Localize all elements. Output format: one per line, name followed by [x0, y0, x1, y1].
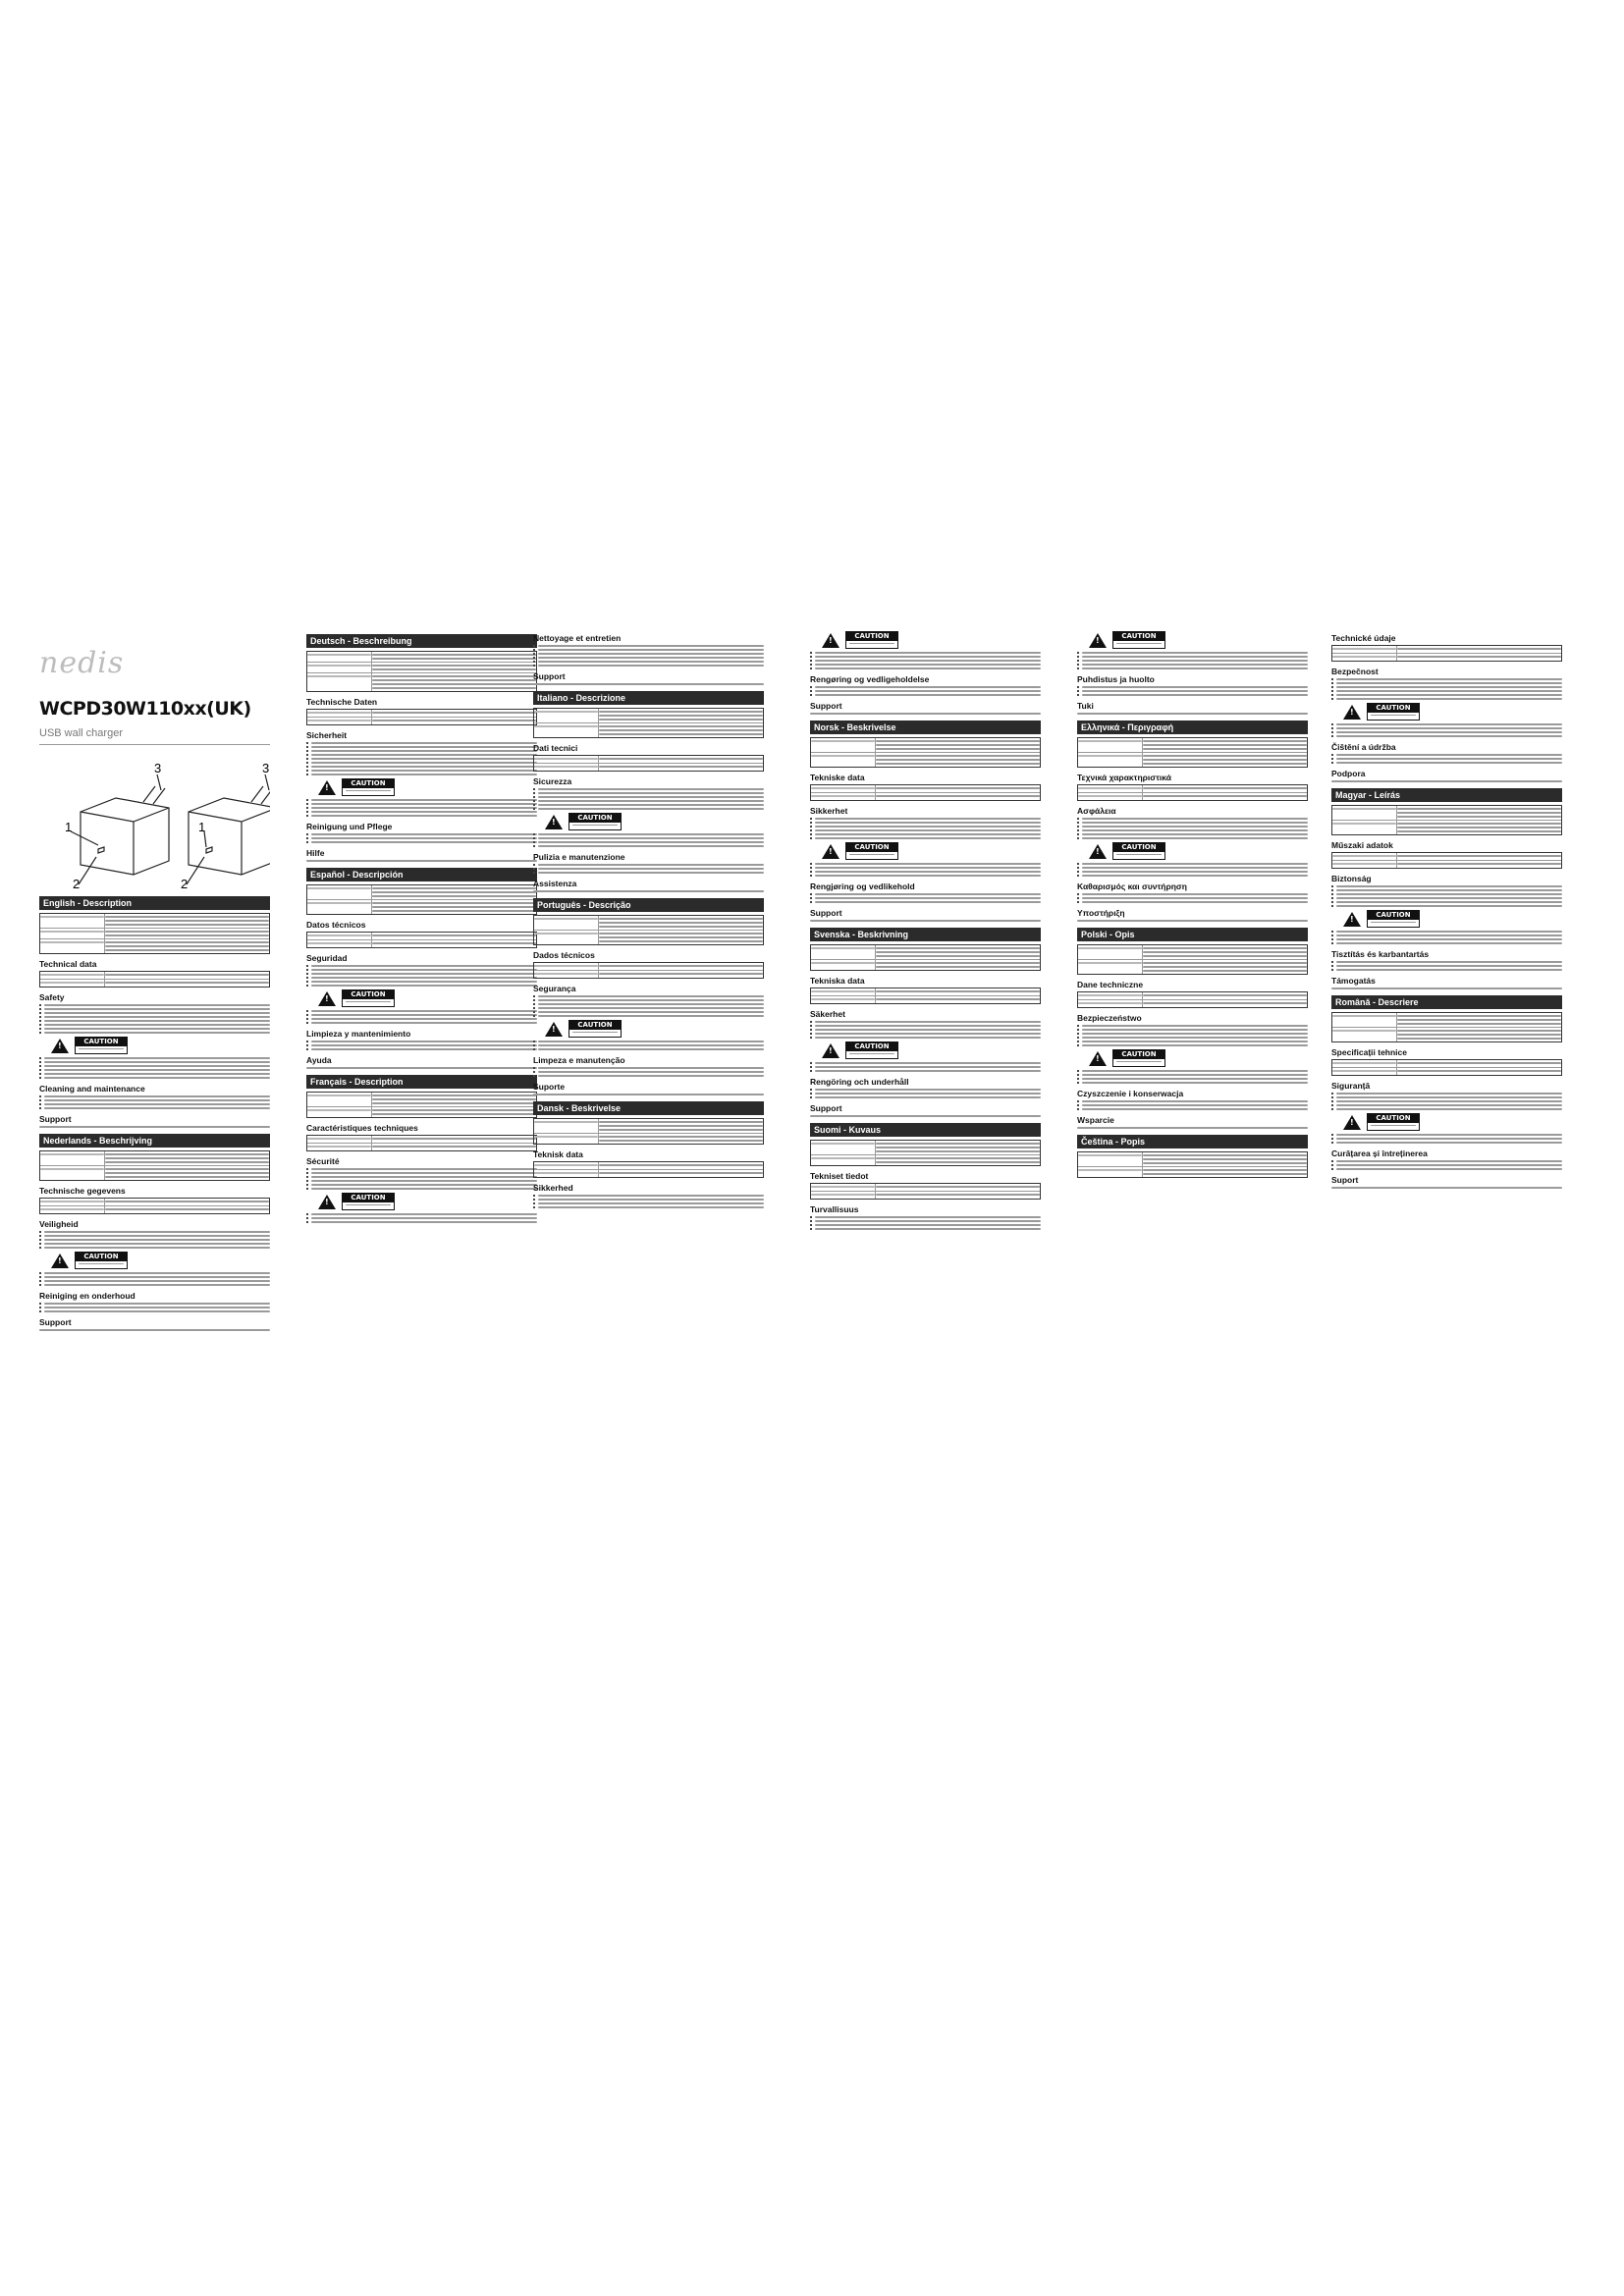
section-title: Support: [810, 908, 842, 918]
section-title: Hilfe: [306, 848, 325, 858]
caution-label: ! CAUTION: [318, 1193, 537, 1210]
caution-label: ! CAUTION: [822, 1041, 1041, 1059]
section-title: Rengöring och underhåll: [810, 1077, 909, 1087]
column-4: [810, 628, 1041, 1620]
warning-icon: [545, 1022, 563, 1037]
warning-icon: [318, 991, 336, 1006]
description-table: [1077, 737, 1308, 768]
section-title: Καθαρισμός και συντήρηση: [1077, 881, 1187, 891]
section-title: Tisztítás és karbantartás: [1331, 949, 1430, 959]
section-title: Segurança: [533, 984, 576, 993]
warning-icon: [1343, 1115, 1361, 1130]
section-title: Support: [39, 1317, 72, 1327]
spec-table: [306, 709, 537, 725]
section-header: Suomi - Kuvaus: [810, 1123, 1041, 1137]
section-title: Seguridad: [306, 953, 348, 963]
section-title: Säkerhet: [810, 1009, 845, 1019]
section-header: Deutsch - Beschreibung: [306, 634, 537, 648]
section-title: Támogatás: [1331, 976, 1376, 986]
column-3: [533, 628, 764, 1620]
description-table: [1077, 944, 1308, 975]
charger-illustration: [39, 763, 270, 890]
section-header: Ελληνικά - Περιγραφή: [1077, 721, 1308, 734]
caution-label: ! CAUTION: [822, 631, 1041, 649]
section-title: Sikkerhet: [810, 806, 848, 816]
section-title: Műszaki adatok: [1331, 840, 1393, 850]
section-title: Dati tecnici: [533, 743, 578, 753]
spec-table: [533, 755, 764, 772]
section-title: Tekniska data: [810, 976, 865, 986]
section-title: Siguranță: [1331, 1081, 1371, 1091]
section-title: Teknisk data: [533, 1149, 583, 1159]
caution-label: ! CAUTION: [318, 778, 537, 796]
spec-table: [306, 1135, 537, 1151]
section-title: Reiniging en onderhoud: [39, 1291, 135, 1301]
callout-2: 2: [73, 877, 81, 890]
caution-label: ! CAUTION: [1089, 1049, 1308, 1067]
section-title: Puhdistus ja huolto: [1077, 674, 1155, 684]
section-title: Dane techniczne: [1077, 980, 1144, 989]
section-title: Rengjøring og vedlikehold: [810, 881, 915, 891]
description-table: [306, 1092, 537, 1118]
section-title: Curățarea și întreținerea: [1331, 1148, 1428, 1158]
caution-label: ! CAUTION: [1343, 703, 1562, 721]
section-title: Technische gegevens: [39, 1186, 126, 1196]
callout-3: 3: [262, 763, 270, 775]
callout-1: 1: [65, 820, 73, 834]
column-6: [1331, 628, 1562, 1620]
section-title: Support: [810, 701, 842, 711]
section-title: Sikkerhed: [533, 1183, 573, 1193]
model-number: WCPD30W110xx(UK): [39, 698, 251, 720]
description-table: [810, 944, 1041, 971]
spec-table: [39, 971, 270, 988]
spec-table: [810, 988, 1041, 1004]
product-figure: [39, 763, 270, 890]
description-table: [1331, 805, 1562, 835]
warning-icon: [1089, 1051, 1107, 1066]
caution-label: ! CAUTION: [1089, 842, 1308, 860]
spec-table: [1331, 852, 1562, 869]
section-title: Suporte: [533, 1082, 566, 1092]
section-title: Biztonság: [1331, 874, 1372, 883]
section-header: Svenska - Beskrivning: [810, 928, 1041, 941]
description-table: [39, 1150, 270, 1181]
spec-table: [1077, 784, 1308, 801]
description-table: [306, 651, 537, 692]
description-table: [1077, 1151, 1308, 1178]
description-table: [533, 1118, 764, 1145]
warning-icon: [1089, 633, 1107, 648]
description-table: [1331, 1012, 1562, 1042]
section-title: Sicurezza: [533, 776, 572, 786]
warning-icon: [1343, 912, 1361, 927]
product-name: USB wall charger: [39, 727, 270, 745]
section-title: Rengøring og vedligeholdelse: [810, 674, 930, 684]
section-header: Italiano - Descrizione: [533, 691, 764, 705]
section-title: Support: [810, 1103, 842, 1113]
warning-icon: [822, 633, 839, 648]
section-header: Română - Descriere: [1331, 995, 1562, 1009]
section-title: Support: [533, 671, 566, 681]
column-1: [39, 628, 270, 1620]
warning-icon: [1343, 705, 1361, 720]
spec-table: [810, 1183, 1041, 1200]
description-table: [306, 884, 537, 915]
caution-label: ! CAUTION: [51, 1037, 270, 1054]
section-title: Dados técnicos: [533, 950, 595, 960]
spec-table: [1077, 991, 1308, 1008]
section-title: Υποστήριξη: [1077, 908, 1125, 918]
section-title: Reinigung und Pflege: [306, 822, 393, 831]
section-title: Turvallisuus: [810, 1204, 859, 1214]
callout-3: 3: [154, 763, 162, 775]
spec-table: [306, 932, 537, 948]
manual-sheet: [39, 628, 1585, 1620]
caution-label: ! CAUTION: [545, 1020, 764, 1038]
section-header: Nederlands - Beschrijving: [39, 1134, 270, 1148]
section-title: Ayuda: [306, 1055, 332, 1065]
spec-table: [1331, 645, 1562, 662]
spec-table: [533, 962, 764, 979]
caution-label: ! CAUTION: [1089, 631, 1308, 649]
description-table: [810, 737, 1041, 768]
section-header: English - Description: [39, 896, 270, 910]
section-header: Dansk - Beskrivelse: [533, 1101, 764, 1115]
warning-icon: [51, 1254, 69, 1268]
section-title: Bezpečnost: [1331, 667, 1379, 676]
caution-label: ! CAUTION: [822, 842, 1041, 860]
section-title: Technické údaje: [1331, 633, 1396, 643]
section-title: Wsparcie: [1077, 1115, 1114, 1125]
callout-1: 1: [198, 820, 206, 834]
section-header: Español - Descripción: [306, 868, 537, 881]
section-header: Magyar - Leírás: [1331, 788, 1562, 802]
section-header: Polski - Opis: [1077, 928, 1308, 941]
spec-table: [39, 1198, 270, 1214]
description-table: [810, 1140, 1041, 1166]
description-table: [533, 708, 764, 738]
section-header: Français - Description: [306, 1075, 537, 1089]
section-title: Pulizia e manutenzione: [533, 852, 625, 862]
section-title: Limpeza e manutenção: [533, 1055, 625, 1065]
section-title: Specificații tehnice: [1331, 1047, 1407, 1057]
section-title: Support: [39, 1114, 72, 1124]
section-title: Cleaning and maintenance: [39, 1084, 145, 1094]
section-title: Assistenza: [533, 879, 577, 888]
section-title: Podpora: [1331, 769, 1366, 778]
section-title: Tekniske data: [810, 773, 865, 782]
section-header: Norsk - Beskrivelse: [810, 721, 1041, 734]
section-title: Czyszczenie i konserwacja: [1077, 1089, 1184, 1098]
section-title: Τεχνικά χαρακτηριστικά: [1077, 773, 1171, 782]
callout-2: 2: [181, 877, 189, 890]
section-title: Datos técnicos: [306, 920, 366, 930]
section-title: Limpieza y mantenimiento: [306, 1029, 411, 1039]
caution-label: ! CAUTION: [545, 813, 764, 830]
section-header: Čeština - Popis: [1077, 1135, 1308, 1148]
caution-label: ! CAUTION: [318, 989, 537, 1007]
section-title: Nettoyage et entretien: [533, 633, 622, 643]
caution-label: ! CAUTION: [51, 1252, 270, 1269]
warning-icon: [51, 1039, 69, 1053]
section-title: Ασφάλεια: [1077, 806, 1116, 816]
warning-icon: [318, 1195, 336, 1209]
caution-label: ! CAUTION: [1343, 910, 1562, 928]
section-title: Tekniset tiedot: [810, 1171, 869, 1181]
section-title: Sécurité: [306, 1156, 340, 1166]
warning-icon: [1089, 844, 1107, 859]
section-title: Tuki: [1077, 701, 1094, 711]
section-title: Čištění a údržba: [1331, 742, 1396, 752]
section-title: Sicherheit: [306, 730, 348, 740]
column-5: [1077, 628, 1308, 1620]
section-title: Veiligheid: [39, 1219, 79, 1229]
column-2: [306, 628, 537, 1620]
spec-table: [1331, 1059, 1562, 1076]
description-table: [39, 913, 270, 954]
spec-table: [533, 1161, 764, 1178]
section-header: Português - Descrição: [533, 898, 764, 912]
section-title: Suport: [1331, 1175, 1359, 1185]
warning-icon: [318, 780, 336, 795]
caution-label: ! CAUTION: [1343, 1113, 1562, 1131]
spec-table: [810, 784, 1041, 801]
warning-icon: [822, 844, 839, 859]
section-title: Safety: [39, 992, 65, 1002]
warning-icon: [545, 815, 563, 829]
warning-icon: [822, 1043, 839, 1058]
section-title: Technische Daten: [306, 697, 378, 707]
brand-logo: nedis: [39, 646, 125, 680]
description-table: [533, 915, 764, 945]
section-title: Technical data: [39, 959, 97, 969]
section-title: Bezpieczeństwo: [1077, 1013, 1142, 1023]
section-title: Caractéristiques techniques: [306, 1123, 418, 1133]
